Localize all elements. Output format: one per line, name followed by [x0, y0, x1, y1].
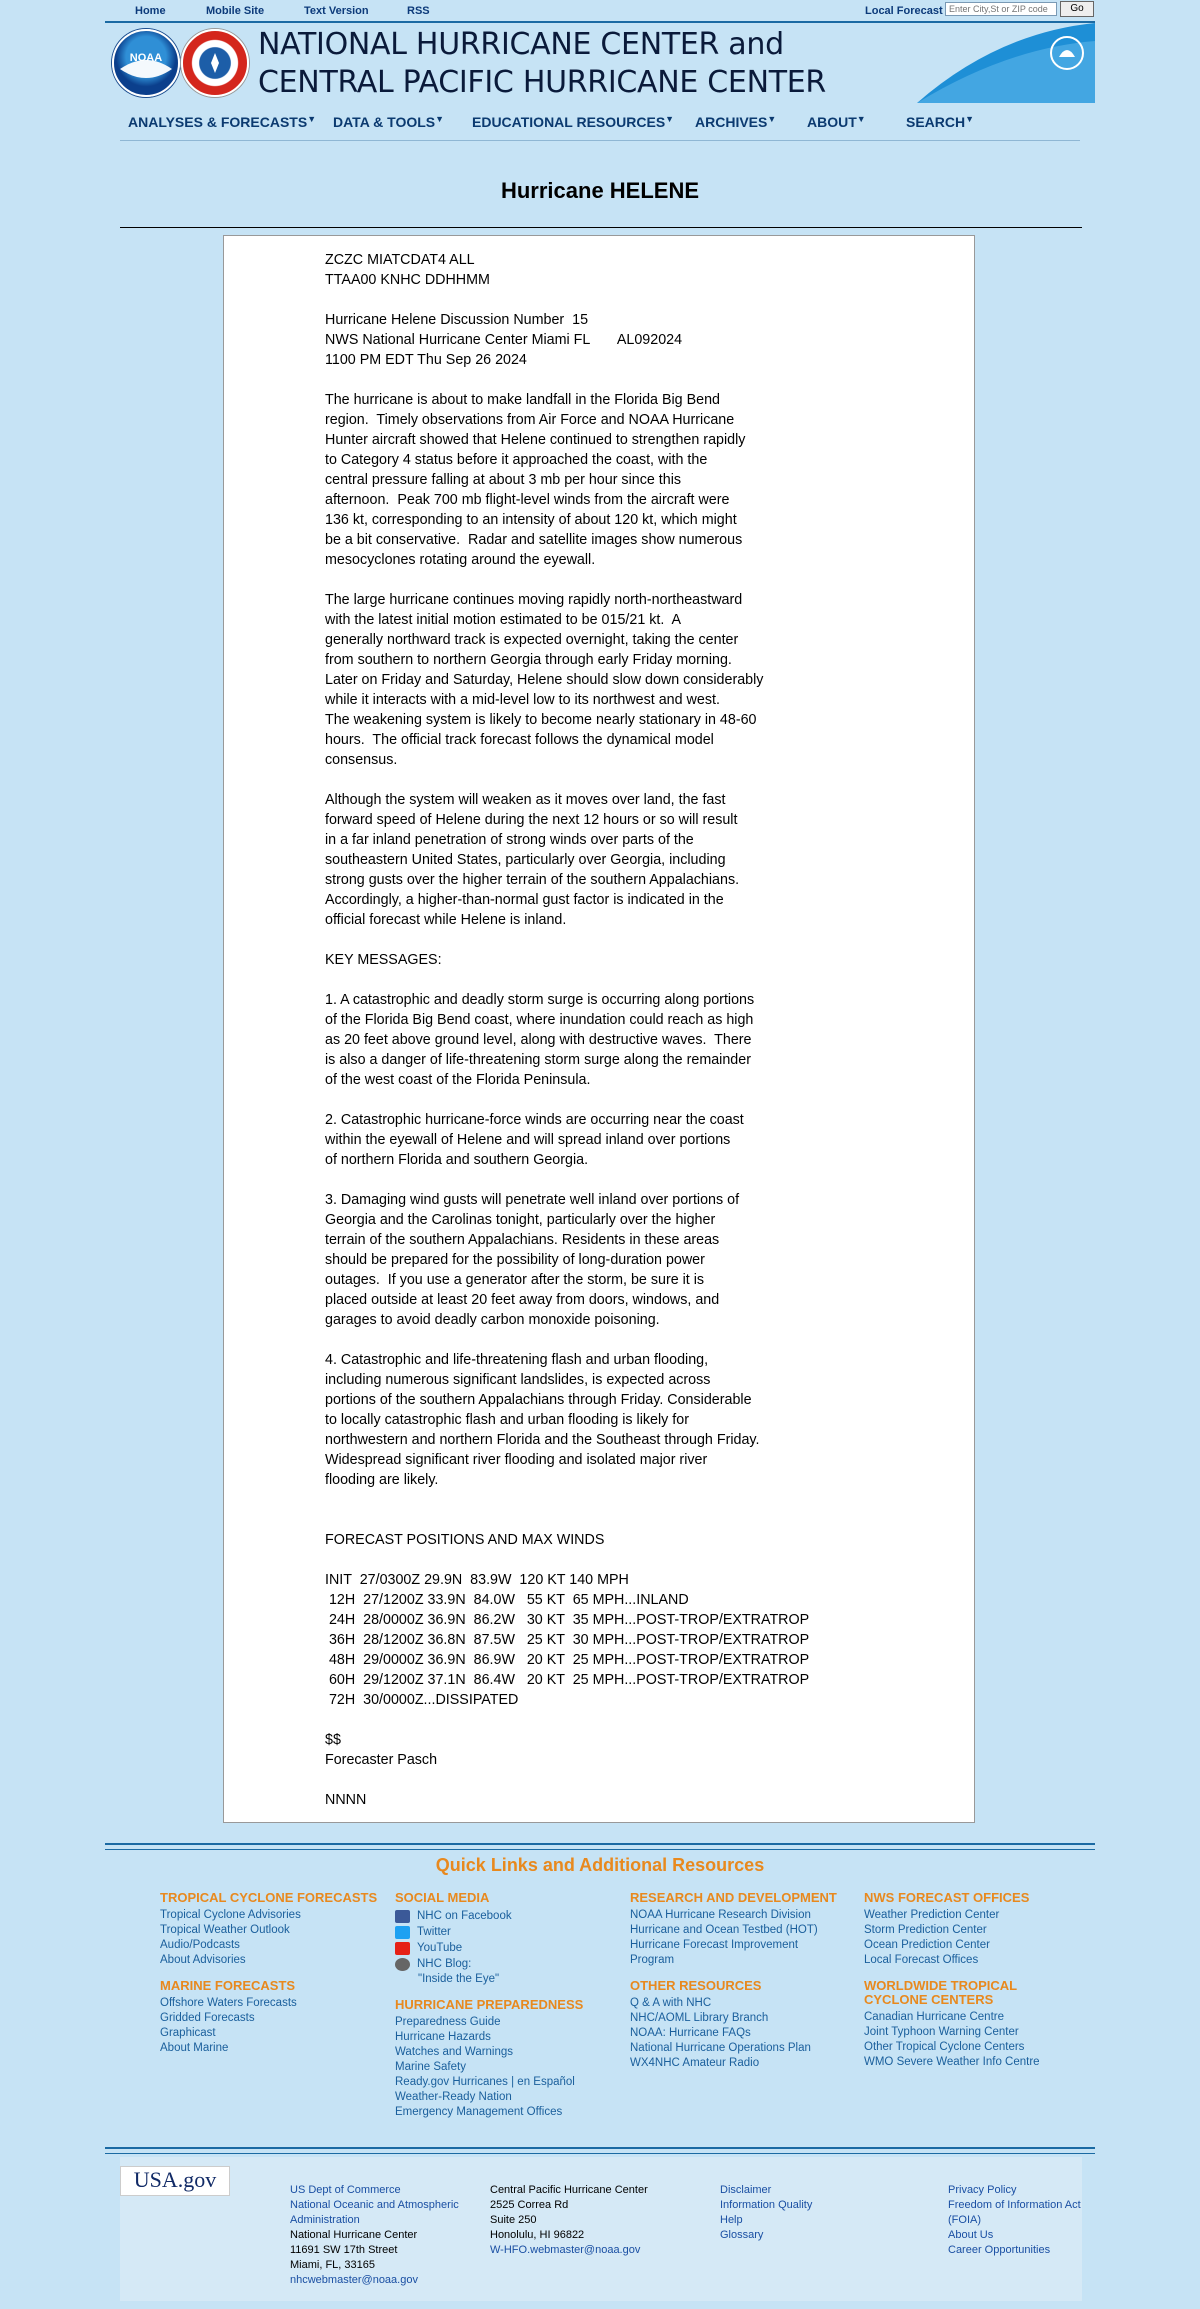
hurricane-ocean-testbed-link[interactable]: Hurricane and Ocean Testbed (HOT) — [630, 1924, 818, 1936]
dept-commerce-link[interactable]: US Dept of Commerce — [290, 2184, 401, 2196]
footer-col-commerce — [290, 2183, 459, 2288]
nhc-address-city: Miami, FL, 33165 — [290, 2259, 375, 2271]
header-title-line2: CENTRAL PACIFIC HURRICANE CENTER — [258, 65, 826, 100]
dropdown-caret-icon: ▼ — [307, 114, 317, 124]
qa-with-nhc-link[interactable]: Q & A with NHC — [630, 1997, 712, 2009]
hurricane-preparedness-heading: HURRICANE PREPAREDNESS — [395, 1997, 584, 2012]
weather-ready-nation-link[interactable]: Weather-Ready Nation — [395, 2091, 512, 2103]
amateur-radio-link[interactable]: WX4NHC Amateur Radio — [630, 2057, 760, 2069]
quick-links-divider-top — [105, 1843, 1095, 1850]
social-media-heading: SOCIAL MEDIA — [395, 1890, 490, 1905]
audio-podcasts-link[interactable]: Audio/Podcasts — [160, 1939, 240, 1951]
help-link[interactable]: Help — [720, 2214, 743, 2226]
marine-safety-link[interactable]: Marine Safety — [395, 2061, 466, 2073]
emergency-management-link[interactable]: Emergency Management Offices — [395, 2106, 563, 2118]
nhc-address-street: 11691 SW 17th Street — [290, 2244, 398, 2256]
hurricane-research-division-link[interactable]: NOAA Hurricane Research Division — [630, 1909, 811, 1921]
nav-data-tools[interactable]: DATA & TOOLS▼ — [333, 114, 445, 130]
jtwc-link[interactable]: Joint Typhoon Warning Center — [864, 2026, 1019, 2038]
svg-text:NOAA: NOAA — [129, 52, 163, 64]
site-header — [105, 23, 1095, 103]
nws-forecast-offices-heading: NWS FORECAST OFFICES — [864, 1890, 1030, 1905]
twitter-link[interactable]: Twitter — [395, 1924, 625, 1940]
quick-links-col-3 — [630, 1891, 840, 2071]
hurricane-faqs-link[interactable]: NOAA: Hurricane FAQs — [630, 2027, 751, 2039]
about-advisories-link[interactable]: About Advisories — [160, 1954, 246, 1966]
information-quality-link[interactable]: Information Quality — [720, 2199, 813, 2211]
facebook-link[interactable]: NHC on Facebook — [395, 1908, 625, 1924]
wmo-info-centre-link[interactable]: WMO Severe Weather Info Centre — [864, 2056, 1040, 2068]
nhc-webmaster-email[interactable]: nhcwebmaster@noaa.gov — [290, 2274, 418, 2286]
offshore-waters-link[interactable]: Offshore Waters Forecasts — [160, 1997, 297, 2009]
wordpress-icon — [395, 1958, 410, 1971]
nav-archives[interactable]: ARCHIVES▼ — [695, 114, 777, 130]
site-footer — [120, 2157, 1082, 2301]
dropdown-caret-icon: ▼ — [435, 114, 445, 124]
library-branch-link[interactable]: NHC/AOML Library Branch — [630, 2012, 769, 2024]
gridded-forecasts-link[interactable]: Gridded Forecasts — [160, 2012, 255, 2024]
cphc-street: 2525 Correa Rd — [490, 2199, 569, 2211]
tropical-cyclone-forecasts-heading: TROPICAL CYCLONE FORECASTS — [160, 1890, 378, 1905]
facebook-icon — [395, 1910, 410, 1923]
footer-col-cphc — [490, 2183, 648, 2258]
dropdown-caret-icon: ▼ — [665, 114, 675, 124]
noaa-logo[interactable] — [112, 29, 180, 97]
hfip-link[interactable]: Hurricane Forecast Improvement Program — [630, 1939, 799, 1966]
tropical-cyclone-advisories-link[interactable]: Tropical Cyclone Advisories — [160, 1909, 301, 1921]
cphc-webmaster-email[interactable]: W-HFO.webmaster@noaa.gov — [490, 2244, 641, 2256]
foia-link-line1[interactable]: Freedom of Information Act — [948, 2199, 1081, 2211]
nav-analyses-forecasts[interactable]: ANALYSES & FORECASTS▼ — [128, 114, 317, 130]
ocean-prediction-center-link[interactable]: Ocean Prediction Center — [864, 1939, 990, 1951]
other-centers-link[interactable]: Other Tropical Cyclone Centers — [864, 2041, 1025, 2053]
watches-warnings-link[interactable]: Watches and Warnings — [395, 2046, 514, 2058]
top-bar — [105, 0, 1095, 23]
quick-links-divider-bottom — [105, 2147, 1095, 2154]
graphicast-link[interactable]: Graphicast — [160, 2027, 216, 2039]
nav-educational-resources[interactable]: EDUCATIONAL RESOURCES▼ — [472, 114, 675, 130]
cphc-city: Honolulu, HI 96822 — [490, 2229, 585, 2241]
noaa-bird-icon — [114, 31, 178, 95]
local-forecast-offices-link[interactable]: Local Forecast Offices — [864, 1954, 979, 1966]
about-marine-link[interactable]: About Marine — [160, 2042, 229, 2054]
dropdown-caret-icon: ▼ — [767, 114, 777, 124]
local-forecast-search-input[interactable] — [945, 2, 1057, 16]
about-us-link[interactable]: About Us — [948, 2229, 994, 2241]
quick-links-col-4 — [864, 1891, 1064, 2070]
forecast-discussion-text: ZCZC MIATCDAT4 ALL TTAA00 KNHC DDHHMM Hurricane Helene Discussion Number 15 NWS National Hurricane Center Miami FL AL092024 1100 PM EDT Thu Sep 26 2024 The hurricane is about to make landfall in the Florida Big Bend region. Timely observations from Air Force and NOAA Hurricane Hunter aircraft showed that Helene continued to strengthen rapidly to Category 4 status before it approached the coast, with the central pressure falling at about 3 mb per hour since this afternoon. Peak 700 mb flight-level winds from the aircraft were 136 kt, corresponding to an intensity of about 120 kt, which might be a bit conservative. Radar and satellite images show numerous mesocyclones rotating around the eyewall. The large hurricane continues moving rapidly north-northeastward with the latest initial motion estimated to be 015/21 kt. A generally northward track is expected overnight, taking the center from southern to northern Georgia through early Friday morning. Later on Friday and Saturday, Helene should slow down considerably while it interacts with a mid-level low to its northwest and west. The weakening system is likely to become nearly stationary in 48-60 hours. The official track forecast follows the dynamical model consensus. Although the system will weaken as it moves over land, the fast forward speed of Helene during the next 12 hours or so will result in a far inland penetration of strong winds over parts of the southeastern United States, particularly over Georgia, including strong gusts over the higher terrain of the southern Appalachians. Accordingly, a higher-than-normal gust factor is indicated in the official forecast while Helene is inland. KEY MESSAGES: 1. A catastrophic and deadly storm surge is occurring along portions of the Florida Big Bend coast, where inundation could reach as high as 20 feet above ground level, along with destructive waves. There is also a danger of life-threatening storm surge along the remainder of the west coast of the Florida Peninsula. 2. Catastrophic hurricane-force winds are occurring near the coast within the eyewall of Helene and will spread inland over portions of northern Florida and southern Georgia. 3. Damaging wind gusts will penetrate well inland over portions of Georgia and the Carolinas tonight, particularly over the higher terrain of the southern Appalachians. Residents in these areas should be prepared for the possibility of long-duration power outages. If you use a generator after the storm, be sure it is placed outside at least 20 feet away from doors, windows, and garages to avoid deadly carbon monoxide poisoning. 4. Catastrophic and life-threatening flash and urban flooding, including numerous significant landslides, is expected across portions of the southern Appalachians through Friday. Considerable to locally catastrophic flash and urban flooding is likely for northwestern and northern Florida and the Southeast through Friday. Widespread significant river flooding and isolated major river flooding are likely. FORECAST POSITIONS AND MAX WINDS INIT 27/0300Z 29.9N 83.9W 120 KT 140 MPH 12H 27/1200Z 33.9N 84.0W 55 KT 65 MPH...INLAND 24H 28/0000Z 36.9N 86.2W 30 KT 35 MPH...POST-TROP/EXTRATROP 36H 28/1200Z 36.8N 87.5W 25 KT 30 MPH...POST-TROP/EXTRATROP 48H 29/0000Z 36.9N 86.9W 20 KT 25 MPH...POST-TROP/EXTRATROP 60H 29/1200Z 37.1N 86.4W 20 KT 25 MPH...POST-TROP/EXTRATROP 72H 30/0000Z...DISSIPATED $$ Forecaster Pasch NNNN — [325, 252, 810, 1808]
home-link[interactable]: Home — [135, 5, 166, 17]
noaa-link-line2[interactable]: Administration — [290, 2214, 360, 2226]
nws-logo[interactable] — [181, 29, 249, 97]
noaa-link-line1[interactable]: National Oceanic and Atmospheric — [290, 2199, 459, 2211]
foia-link-line2[interactable]: (FOIA) — [948, 2214, 981, 2226]
disclaimer-link[interactable]: Disclaimer — [720, 2184, 772, 2196]
nav-about[interactable]: ABOUT▼ — [807, 114, 866, 130]
dropdown-caret-icon: ▼ — [856, 114, 866, 124]
mobile-site-link[interactable]: Mobile Site — [206, 5, 265, 17]
nav-search[interactable]: SEARCH▼ — [906, 114, 975, 130]
main-nav — [120, 108, 1080, 141]
youtube-icon — [395, 1942, 410, 1955]
cphc-suite: Suite 250 — [490, 2214, 537, 2226]
tropical-weather-outlook-link[interactable]: Tropical Weather Outlook — [160, 1924, 290, 1936]
quick-links-col-1 — [160, 1891, 390, 2056]
storm-prediction-center-link[interactable]: Storm Prediction Center — [864, 1924, 987, 1936]
header-title-line1: NATIONAL HURRICANE CENTER and — [258, 27, 784, 62]
nhc-blog-link[interactable]: NHC Blog: — [395, 1956, 625, 1972]
footer-col-info — [720, 2183, 812, 2243]
rss-link[interactable]: RSS — [407, 5, 430, 17]
research-development-heading: RESEARCH AND DEVELOPMENT — [630, 1890, 837, 1905]
text-version-link[interactable]: Text Version — [304, 5, 369, 17]
quick-links-title: Quick Links and Additional Resources — [435, 1855, 765, 1875]
other-resources-heading: OTHER RESOURCES — [630, 1978, 762, 1993]
twitter-icon — [395, 1926, 410, 1939]
preparedness-guide-link[interactable]: Preparedness Guide — [395, 2016, 501, 2028]
operations-plan-link[interactable]: National Hurricane Operations Plan — [630, 2042, 811, 2054]
weather-prediction-center-link[interactable]: Weather Prediction Center — [864, 1909, 1000, 1921]
cphc-name: Central Pacific Hurricane Center — [490, 2184, 648, 2196]
ready-gov-link[interactable]: Ready.gov Hurricanes | en Español — [395, 2076, 575, 2088]
hurricane-hazards-link[interactable]: Hurricane Hazards — [395, 2031, 491, 2043]
quick-links-col-2 — [395, 1891, 625, 2120]
dropdown-caret-icon: ▼ — [965, 114, 975, 124]
go-button[interactable]: Go — [1060, 1, 1094, 17]
discussion-text-box — [223, 235, 975, 1823]
canadian-hurricane-centre-link[interactable]: Canadian Hurricane Centre — [864, 2011, 1004, 2023]
local-forecast-label: Local Forecast — [865, 5, 943, 17]
footer-col-policy — [948, 2183, 1082, 2258]
youtube-link[interactable]: YouTube — [395, 1940, 625, 1956]
page-title: Hurricane HELENE — [500, 178, 700, 203]
inside-the-eye-link[interactable]: "Inside the Eye" — [418, 1973, 500, 1985]
header-swoosh — [917, 23, 1095, 103]
career-opportunities-link[interactable]: Career Opportunities — [948, 2244, 1051, 2256]
privacy-policy-link[interactable]: Privacy Policy — [948, 2184, 1017, 2196]
worldwide-centers-heading: WORLDWIDE TROPICAL CYCLONE CENTERS — [864, 1978, 1017, 2007]
marine-forecasts-heading: MARINE FORECASTS — [160, 1978, 296, 1993]
title-divider — [120, 227, 1082, 228]
usa-gov-logo[interactable]: USA.gov — [120, 2166, 230, 2196]
nws-emblem-icon — [183, 31, 247, 95]
nhc-address-name: National Hurricane Center — [290, 2229, 418, 2241]
glossary-link[interactable]: Glossary — [720, 2229, 764, 2241]
